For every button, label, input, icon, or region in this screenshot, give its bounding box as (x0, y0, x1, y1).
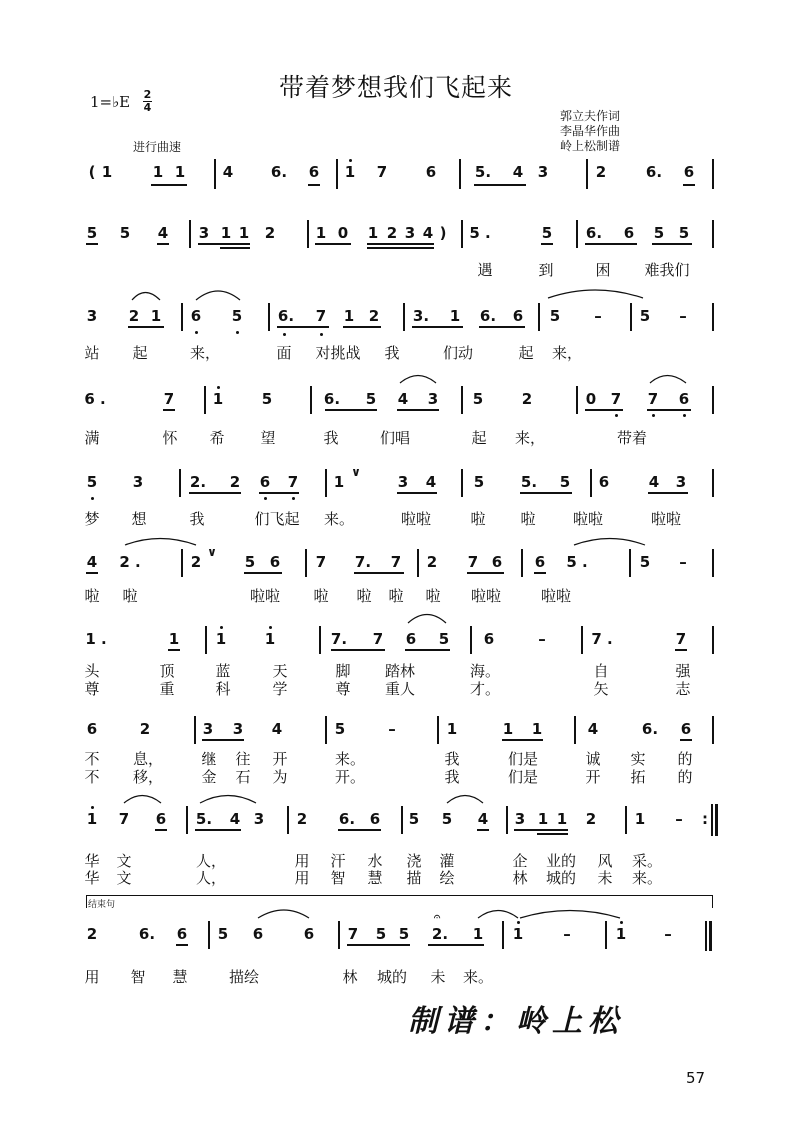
note: 3 (232, 720, 244, 738)
note: 1 (634, 810, 646, 828)
note: 6 (155, 810, 167, 828)
note: 5 (375, 925, 387, 943)
note: 1 (215, 630, 227, 648)
lyric: 踏林 (384, 662, 416, 680)
lyric: 我 (444, 750, 460, 768)
note: 6 (86, 720, 98, 738)
lyric: 啦啦 (400, 510, 432, 528)
lyric: 为 (272, 768, 288, 786)
lyric: 不 (84, 750, 100, 768)
lyric: 的 (677, 768, 693, 786)
note: 2 (386, 224, 398, 242)
note: 7 (118, 810, 130, 828)
note: 6 (683, 163, 695, 181)
note: 0 (337, 224, 349, 242)
note: 1 (615, 925, 627, 943)
lyric: 遇 (477, 261, 493, 279)
lyric: 的 (677, 750, 693, 768)
lyric: 们是 (507, 750, 539, 768)
lyric: 来， (514, 429, 546, 447)
tie (125, 539, 196, 546)
lyric: 望 (260, 429, 276, 447)
note: 5 (678, 224, 690, 242)
lyric: 科 (215, 680, 231, 698)
lyric: 天 (272, 662, 288, 680)
lyric: 城的 (376, 968, 408, 986)
lyric: 想 (131, 510, 147, 528)
note: 5 (231, 307, 243, 325)
note: 1 (174, 163, 186, 181)
lyric: 诚 (585, 750, 601, 768)
note: 7 (647, 390, 659, 408)
lyric: 困 (595, 261, 611, 279)
note: 6. (138, 925, 156, 943)
note: 7 (467, 553, 479, 571)
note: 2 . (119, 553, 141, 571)
lyric: 绘 (439, 869, 455, 887)
lyric: 海。 (469, 662, 501, 680)
note: 3 (397, 473, 409, 491)
lyric: 蓝 (215, 662, 231, 680)
lyric: 林 (512, 869, 528, 887)
note: 3 (253, 810, 265, 828)
lyric: 描绘 (228, 968, 260, 986)
note: 5 (472, 390, 484, 408)
lyric: 不 (84, 768, 100, 786)
note: 5 (217, 925, 229, 943)
note: 7 (287, 473, 299, 491)
note: 3. (412, 307, 430, 325)
note: 6. (479, 307, 497, 325)
note: 3 (86, 307, 98, 325)
lyric: 用 (294, 852, 310, 870)
lyric: 来， (551, 344, 583, 362)
lyric: 文 (116, 852, 132, 870)
lyric: 我 (444, 768, 460, 786)
note: 5 (541, 224, 553, 242)
lyric: 慧 (367, 869, 383, 887)
lyric: 未 (430, 968, 446, 986)
lyric: 顶 (159, 662, 175, 680)
page-number: 57 (686, 1069, 706, 1087)
note: 5 (559, 473, 571, 491)
note: 2 (229, 473, 241, 491)
note: 1 (537, 810, 549, 828)
note: 5 (549, 307, 561, 325)
lyric: 重人 (384, 680, 416, 698)
note: 7 (610, 390, 622, 408)
note: 3 (404, 224, 416, 242)
note: 1 (446, 720, 458, 738)
note: 5. (195, 810, 213, 828)
lyricist-credit: 郭立夫作词 (560, 109, 621, 123)
ending-label: 结束句 (88, 900, 116, 910)
note: 1 (86, 810, 98, 828)
note: 1 (333, 473, 345, 491)
lyric: 希 (209, 429, 225, 447)
note: 3 (675, 473, 687, 491)
note: 2 (368, 307, 380, 325)
note: 5 (365, 390, 377, 408)
note: 7 (675, 630, 687, 648)
dash: – (563, 925, 571, 943)
lyric: 起 (518, 344, 534, 362)
note: 6 (308, 163, 320, 181)
note: 2 (595, 163, 607, 181)
engraver-signature: 制谱：岭上松 (408, 1004, 624, 1039)
note: 2 (585, 810, 597, 828)
note: 5 (438, 630, 450, 648)
lyric: 们飞起 (254, 510, 300, 528)
note: 6 (269, 553, 281, 571)
note: 1 (152, 163, 164, 181)
note: 6. (323, 390, 341, 408)
lyric: 华 (84, 852, 100, 870)
lyric: 啦 (122, 587, 138, 605)
lyric: 来， (189, 344, 221, 362)
note: 5. (520, 473, 538, 491)
lyric: 强 (675, 662, 691, 680)
note: 7 (315, 307, 327, 325)
lyric: 矢 (593, 680, 609, 698)
note: 7 (376, 163, 388, 181)
lyric: 水 (367, 852, 383, 870)
note: 6. (270, 163, 288, 181)
lyric: 尊 (335, 680, 351, 698)
engraver-credit: 岭上松制谱 (560, 139, 621, 153)
lyric: 息， (132, 750, 164, 768)
dash: – (675, 810, 683, 828)
note: 2. (189, 473, 207, 491)
note: 5 (639, 307, 651, 325)
note: 7 (372, 630, 384, 648)
note: 5. (474, 163, 492, 181)
note: 5 (639, 553, 651, 571)
composer-credit: 李晶华作曲 (560, 124, 621, 138)
note: 6. (645, 163, 663, 181)
note: 6 (190, 307, 202, 325)
note: 7 (347, 925, 359, 943)
lyric: 起 (471, 429, 487, 447)
note: 1 (531, 720, 543, 738)
note: 4 (425, 473, 437, 491)
note: 2 (264, 224, 276, 242)
note: 5 (408, 810, 420, 828)
slur (200, 796, 256, 804)
note: 0 (585, 390, 597, 408)
lyric: 怀 (162, 429, 178, 447)
note: 6 (369, 810, 381, 828)
lyric: 人， (195, 869, 227, 887)
note: 4 (86, 553, 98, 571)
lyric: 啦啦 (650, 510, 682, 528)
note: 5 (244, 553, 256, 571)
repeat-dots: : (702, 810, 708, 828)
slur (400, 376, 436, 384)
note: 7. (354, 553, 372, 571)
lyric: 学 (272, 680, 288, 698)
note: 1 (150, 307, 162, 325)
note: 6. (641, 720, 659, 738)
note: 4 (422, 224, 434, 242)
lyric: 描 (406, 869, 422, 887)
note: 6 (598, 473, 610, 491)
dash: – (388, 720, 396, 738)
note: 7 . (591, 630, 613, 648)
meter-top: 2 (143, 88, 152, 101)
lyric: 开 (272, 750, 288, 768)
lyric: 开 (585, 768, 601, 786)
lyric: 风 (597, 852, 613, 870)
lyric: 用 (294, 869, 310, 887)
lyric: 到 (538, 261, 554, 279)
note: 4 (397, 390, 409, 408)
lyric: 智 (330, 869, 346, 887)
lyric: 们是 (507, 768, 539, 786)
lyric: 尊 (84, 680, 100, 698)
note: 7 (163, 390, 175, 408)
lyric: 开。 (334, 768, 366, 786)
note: 6. (277, 307, 295, 325)
lyric: 我 (384, 344, 400, 362)
lyric: 智 (130, 968, 146, 986)
note: 6 (680, 720, 692, 738)
note: 5 (441, 810, 453, 828)
slur (650, 376, 686, 384)
note: 5 (261, 390, 273, 408)
dash: – (679, 307, 687, 325)
lyric: 文 (116, 869, 132, 887)
song-title: 带着梦想我们飞起来 (278, 73, 513, 102)
note: 2 (521, 390, 533, 408)
note: 1 (343, 307, 355, 325)
slur (447, 796, 483, 804)
note: 1 (212, 390, 224, 408)
note: 2 (190, 553, 202, 571)
note: 4 (512, 163, 524, 181)
note: 1 (367, 224, 379, 242)
slur (478, 911, 518, 919)
note: 1 (168, 630, 180, 648)
slur (124, 796, 161, 804)
lyric: 重 (159, 680, 175, 698)
note: 3 (514, 810, 526, 828)
lyric: 难我们 (644, 261, 690, 279)
note: 4 (222, 163, 234, 181)
lyric: 石 (235, 768, 251, 786)
lyric: 移， (132, 768, 164, 786)
lyric: 城的 (545, 869, 577, 887)
lyric: 往 (235, 750, 251, 768)
tie (258, 910, 309, 918)
lyric: 们动 (442, 344, 474, 362)
note: 7 (390, 553, 402, 571)
lyric: 我 (189, 510, 205, 528)
note: 3 (202, 720, 214, 738)
breath-mark: ∨ (351, 465, 361, 479)
lyric: 啦啦 (470, 587, 502, 605)
note: 6 (678, 390, 690, 408)
note: 6 (425, 163, 437, 181)
lyric: 们唱 (379, 429, 411, 447)
lyric: 自 (593, 662, 609, 680)
note: 3 (198, 224, 210, 242)
note: 6 (512, 307, 524, 325)
lyric: 带着 (616, 429, 648, 447)
lyric: 业的 (545, 852, 577, 870)
lyric: 对挑战 (315, 344, 361, 362)
slur (408, 615, 446, 624)
note: 5 (398, 925, 410, 943)
note: 1 (220, 224, 232, 242)
note: 1 (101, 163, 113, 181)
slur (196, 291, 240, 300)
note: 1 (264, 630, 276, 648)
lyric: 志 (675, 680, 691, 698)
lyric: 起 (132, 344, 148, 362)
lyric: 脚 (335, 662, 351, 680)
note: 2 (296, 810, 308, 828)
lyric: 啦 (84, 587, 100, 605)
lyric: 满 (84, 429, 100, 447)
lyric: 啦 (356, 587, 372, 605)
lyric: 站 (84, 344, 100, 362)
note: 5 (653, 224, 665, 242)
lyric: 林 (342, 968, 358, 986)
note: 6 (405, 630, 417, 648)
note: 5 (119, 224, 131, 242)
note: 7. (330, 630, 348, 648)
note: 2. (431, 925, 449, 943)
lyric: 来。 (631, 869, 663, 887)
note: 1 (472, 925, 484, 943)
note: 6 (176, 925, 188, 943)
note: 4 (157, 224, 169, 242)
lyric: 慧 (172, 968, 188, 986)
lyric: 企 (512, 852, 528, 870)
note: 6 (483, 630, 495, 648)
tie (574, 539, 645, 546)
tie (548, 290, 643, 298)
lyric: 人， (195, 852, 227, 870)
note: 1 (238, 224, 250, 242)
note: 5 . (469, 224, 491, 242)
key-signature: 1=♭E (90, 93, 131, 111)
lyric: 来。 (462, 968, 494, 986)
note: 2 (128, 307, 140, 325)
note: 6 (252, 925, 264, 943)
lyric: 拓 (630, 768, 646, 786)
note: 6 (623, 224, 635, 242)
lyric: 啦啦 (540, 587, 572, 605)
note: 5 . (566, 553, 588, 571)
note: 5 (473, 473, 485, 491)
dash: – (594, 307, 602, 325)
dash: – (679, 553, 687, 571)
note: 5 (86, 224, 98, 242)
note: 1 (502, 720, 514, 738)
lyric: 啦 (520, 510, 536, 528)
lyric: 继 (201, 750, 217, 768)
lyric: 才。 (469, 680, 501, 698)
paren-open: ( (88, 163, 96, 181)
note: 1 (344, 163, 356, 181)
note: 1 . (85, 630, 107, 648)
lyric: 华 (84, 869, 100, 887)
note: 1 (315, 224, 327, 242)
lyric: 未 (597, 869, 613, 887)
lyric: 用 (84, 968, 100, 986)
lyric: 啦 (425, 587, 441, 605)
lyric: 啦 (388, 587, 404, 605)
meter-bottom: 4 (143, 101, 152, 114)
note: 3 (537, 163, 549, 181)
lyric: 实 (630, 750, 646, 768)
lyric: 灌 (439, 852, 455, 870)
note: 1 (449, 307, 461, 325)
note: 5 (334, 720, 346, 738)
lyric: 头 (84, 662, 100, 680)
note: 5 (86, 473, 98, 491)
dash: – (664, 925, 672, 943)
note: 2 (139, 720, 151, 738)
note: 1 (512, 925, 524, 943)
note: 7 (315, 553, 327, 571)
note: 4 (477, 810, 489, 828)
tie (520, 911, 620, 919)
note: 6. (585, 224, 603, 242)
note: 6 (491, 553, 503, 571)
note: 6 (303, 925, 315, 943)
paren-close: ) (439, 224, 447, 242)
note: 6. (338, 810, 356, 828)
note: 4 (229, 810, 241, 828)
note: 3 (132, 473, 144, 491)
lyric: 梦 (84, 510, 100, 528)
note: 4 (271, 720, 283, 738)
fermata-icon: 𝄐 (433, 910, 441, 923)
lyric: 浇 (406, 852, 422, 870)
lyric: 啦啦 (572, 510, 604, 528)
breath-mark: ∨ (207, 545, 217, 559)
note: 4 (648, 473, 660, 491)
note: 6 . (84, 390, 106, 408)
slur (132, 293, 160, 301)
tempo-marking: 进行曲速 (133, 140, 182, 154)
lyric: 啦啦 (249, 587, 281, 605)
dash: – (538, 630, 546, 648)
lyric: 汗 (330, 852, 346, 870)
note: 4 (587, 720, 599, 738)
note: 3 (427, 390, 439, 408)
lyric: 啦 (470, 510, 486, 528)
lyric: 金 (201, 768, 217, 786)
note: 6 (534, 553, 546, 571)
lyric: 来。 (334, 750, 366, 768)
lyric: 采。 (631, 852, 663, 870)
lyric: 啦 (313, 587, 329, 605)
lyric: 面 (276, 344, 292, 362)
note: 2 (86, 925, 98, 943)
note: 6 (259, 473, 271, 491)
lyric: 我 (323, 429, 339, 447)
note: 1 (556, 810, 568, 828)
note: 2 (426, 553, 438, 571)
lyric: 来。 (323, 510, 355, 528)
